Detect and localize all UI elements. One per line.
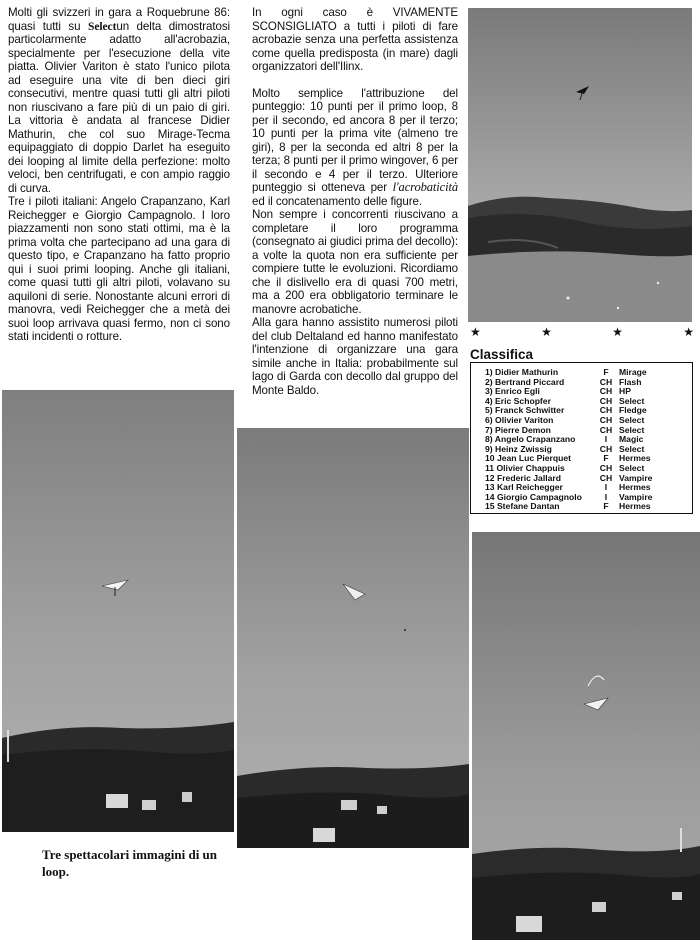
classifica-country: CH [599, 472, 613, 483]
classifica-pilot-name: Karl Reichegger [496, 482, 563, 493]
classifica-pilot-name: Bertrand Piccard [495, 376, 565, 387]
article-paragraph: Molto semplice l'attribuzione del punteggio: 10 punti per il primo loop, 8 per il secondo, ed ancora 8 per il terzo; 10 punti per la prima vite (almeno tre giri), 8 per la seconda ed altri 8 per la terza; 8 punti per il primo wingover, 6 per il secondo e 4 per il terzo. Ulteriore punteggio si otteneva per l'acrobaticità ed il concatenamento delle figure. [252, 86, 458, 208]
classifica-position: 10 [485, 453, 495, 464]
classifica-glider: Vampire [619, 491, 653, 502]
classifica-position: 9) [485, 443, 493, 454]
classifica-pilot-name: Enrico Egli [495, 386, 540, 397]
classifica-pilot-name: Stefane Dantan [496, 501, 560, 512]
article-paragraph: Tre i piloti italiani: Angelo Crapanzano, Karl Reichegger e Giorgio Campagnolo. I loro piazzamenti non sono stati ottimi, ma è la prima volta che partecipano ad una gara di questo tipo, e Crapanzano ha fatto proprio qui i suoi primi looping. Anche gli italiani, come quasi tutti gli altri piloti, volavano su aquiloni di serie. Nonostante alcuni errori di manovra, vedi Reichegger che a metà dei suoi loop arrivava quasi fermo, non ci sono stati incidenti o rotture. [8, 195, 230, 343]
classifica-country: F [603, 453, 609, 464]
classifica-glider: Magic [619, 434, 644, 445]
classifica-country: F [603, 367, 609, 377]
classifica-country: I [604, 491, 608, 502]
classifica-glider: Select [619, 443, 645, 454]
classifica-table-box [470, 362, 693, 514]
article-paragraph: In ogni caso è VIVAMENTE SCONSIGLIATO a tutti i piloti di fare acrobazie senza una perfetta assistenza come quella predisposta (in mare) dagli organizzatori dell'Ilinx. [252, 6, 458, 73]
classifica-row [485, 502, 652, 512]
classifica-country: CH [599, 414, 613, 425]
article-paragraph: Alla gara hanno assistito numerosi piloti del club Deltaland ed hanno manifestato l'intenzione di organizzare una gara simile anche in Italia: probabilmente sul lago di Garda con decollo dal gruppo del Monte Baldo. [252, 316, 458, 397]
classifica-pilot-name: Jean Luc Pierquet [496, 453, 571, 464]
classifica-position: 7) [485, 424, 493, 435]
classifica-glider: Mirage [619, 367, 647, 377]
classifica-pilot-name: Giorgio Campagnolo [496, 491, 582, 502]
classifica-glider: Select [619, 424, 645, 435]
classifica-position: 15 [485, 501, 495, 512]
classifica-pilot-name: Angelo Crapanzano [494, 434, 576, 445]
classifica-country: CH [599, 405, 613, 416]
classifica-country: CH [599, 395, 613, 406]
classifica-glider: Hermes [619, 501, 651, 512]
classifica-glider: Fledge [619, 405, 647, 416]
classifica-glider: Vampire [619, 472, 653, 483]
classifica-pilot-name: Eric Schopfer [495, 395, 551, 406]
classifica-pilot-name: Pierre Demon [495, 424, 551, 435]
classifica-position: 2) [485, 376, 493, 387]
classifica-country: CH [599, 376, 613, 387]
classifica-table [485, 368, 652, 512]
classifica-position: 12 [485, 472, 495, 483]
photo-coastline-glider [468, 8, 692, 322]
classifica-position: 5) [485, 405, 493, 416]
classifica-glider: Select [619, 395, 645, 406]
classifica-position: 13 [485, 482, 495, 493]
classifica-glider: Select [619, 414, 645, 425]
classifica-pilot-name: Didier Mathurin [495, 367, 559, 377]
classifica-glider: Hermes [619, 482, 651, 493]
article-paragraph: Non sempre i concorrenti riuscivano a completare il loro programma (consegnato ai giudici prima del decollo): a volte la quota non era sufficiente per compiere tutte le evoluzioni. Ricordiamo che il dislivello era di quasi 700 metri, ma a 200 era obbligatorio terminare le manovre acrobatiche. [252, 208, 458, 316]
star-icon: ★ [612, 325, 623, 339]
classifica-country: I [604, 434, 608, 445]
classifica-title: Classifica [470, 347, 534, 362]
classifica-rank-name [485, 502, 593, 512]
classifica-country: CH [599, 443, 613, 454]
star-icon: ★ [470, 325, 481, 339]
decorative-stars [470, 325, 694, 339]
classifica-pilot-name: Olivier Chappuis [496, 462, 565, 473]
article-column-left [8, 6, 230, 344]
photo-loop-2 [237, 428, 469, 848]
article-paragraph: Molti gli svizzeri in gara a Roquebrune 86: quasi tutti su Selectun delta dimostratosi particolarmente adatto all'acrobazia, specialmente per l'esecuzione della vite piatta. Olivier Variton è stato l'unico pilota ad eseguire una vite di ben dieci giri consecutivi, mentre quasi tutti gli altri piloti non riuscivano a fare più di un paio di giri. La vittoria è andata al francese Didier Mathurin, che col suo Mirage-Tecma equipaggiato di doppio Darlet ha eseguito dei looping al limite della perfezione: molto veloci, ben centrifugati, e con ampio raggio di curva. [8, 6, 230, 195]
article-column-middle [252, 6, 458, 397]
classifica-pilot-name: Franck Schwitter [495, 405, 565, 416]
classifica-country: I [604, 482, 608, 493]
classifica-position: 11 [485, 462, 495, 473]
classifica-glider: Hermes [619, 453, 651, 464]
classifica-position: 8) [485, 434, 493, 445]
classifica-country: CH [599, 386, 613, 397]
classifica-glider: Flash [619, 376, 642, 387]
photo-caption: Tre spettacolari immagini di un loop. [42, 847, 218, 879]
classifica-position: 14 [485, 491, 495, 502]
classifica-position: 6) [485, 414, 493, 425]
classifica-pilot-name: Frederic Jallard [496, 472, 561, 483]
classifica-pilot-name: Olivier Variton [495, 414, 554, 425]
brand-name: Select [87, 19, 117, 33]
classifica-position: 1) [485, 367, 493, 377]
star-icon: ★ [541, 325, 552, 339]
classifica-country: CH [599, 424, 613, 435]
classifica-glider: HP [619, 386, 631, 397]
classifica-position: 3) [485, 386, 493, 397]
classifica-country: F [603, 501, 609, 512]
classifica-position: 4) [485, 395, 493, 406]
photo-loop-3 [472, 532, 700, 940]
photo-loop-1 [2, 390, 234, 832]
classifica-glider: Select [619, 462, 645, 473]
star-icon: ★ [683, 325, 694, 339]
classifica-country: CH [599, 462, 613, 473]
classifica-pilot-name: Heinz Zwissig [495, 443, 552, 454]
